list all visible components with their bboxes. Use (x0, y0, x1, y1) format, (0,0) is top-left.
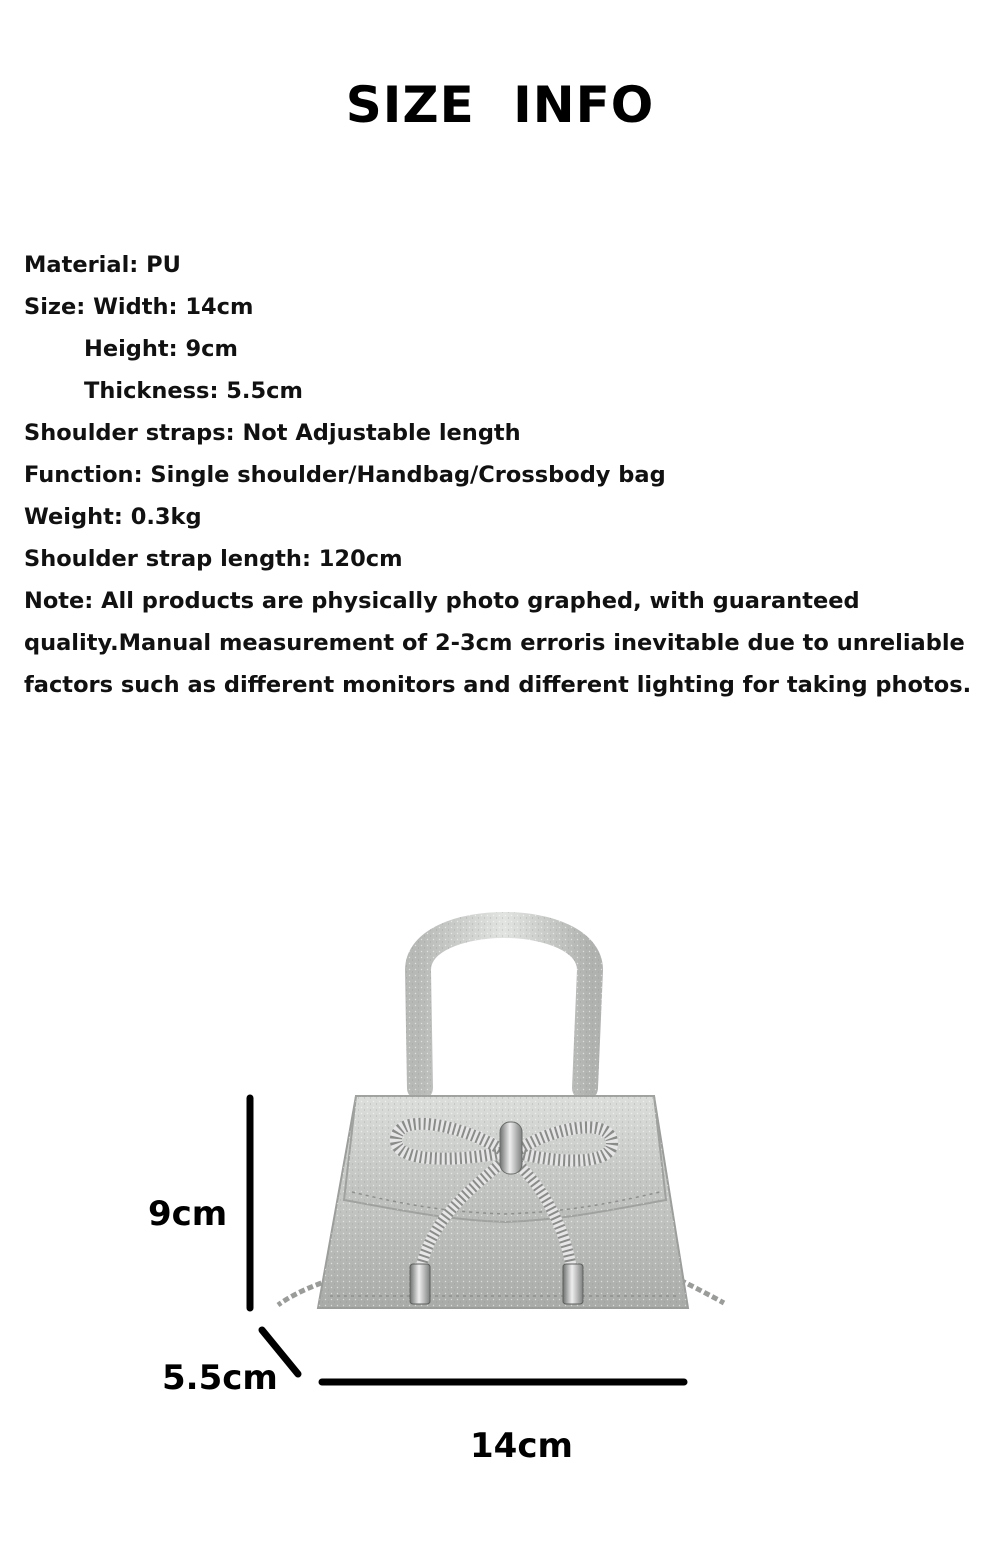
spec-weight: Weight: 0.3kg (24, 504, 202, 530)
spec-shoulder-straps: Shoulder straps: Not Adjustable length (24, 420, 521, 446)
spec-material: Material: PU (24, 252, 181, 278)
bag-handle (418, 925, 590, 1088)
spec-list (24, 244, 984, 706)
spec-width: Size: Width: 14cm (24, 294, 254, 320)
spec-note: Note: All products are physically photo graphed, with guaranteed quality.Manual measurement of 2-3cm erroris inevitable due to unreliable factors such as different monitors and different lighting for taking photos. (24, 588, 972, 698)
depth-label: 5.5cm (162, 1358, 278, 1398)
width-label: 14cm (470, 1426, 573, 1466)
spec-thickness: Thickness: 5.5cm (84, 378, 303, 404)
page-title: SIZE INFO (345, 76, 655, 134)
height-label: 9cm (148, 1194, 228, 1234)
spec-strap-length: Shoulder strap length: 120cm (24, 546, 403, 572)
product-dimension-figure (0, 860, 1000, 1500)
spec-function: Function: Single shoulder/Handbag/Crossbody bag (24, 462, 666, 488)
spec-height: Height: 9cm (84, 336, 238, 362)
handbag-illustration (0, 860, 1000, 1500)
